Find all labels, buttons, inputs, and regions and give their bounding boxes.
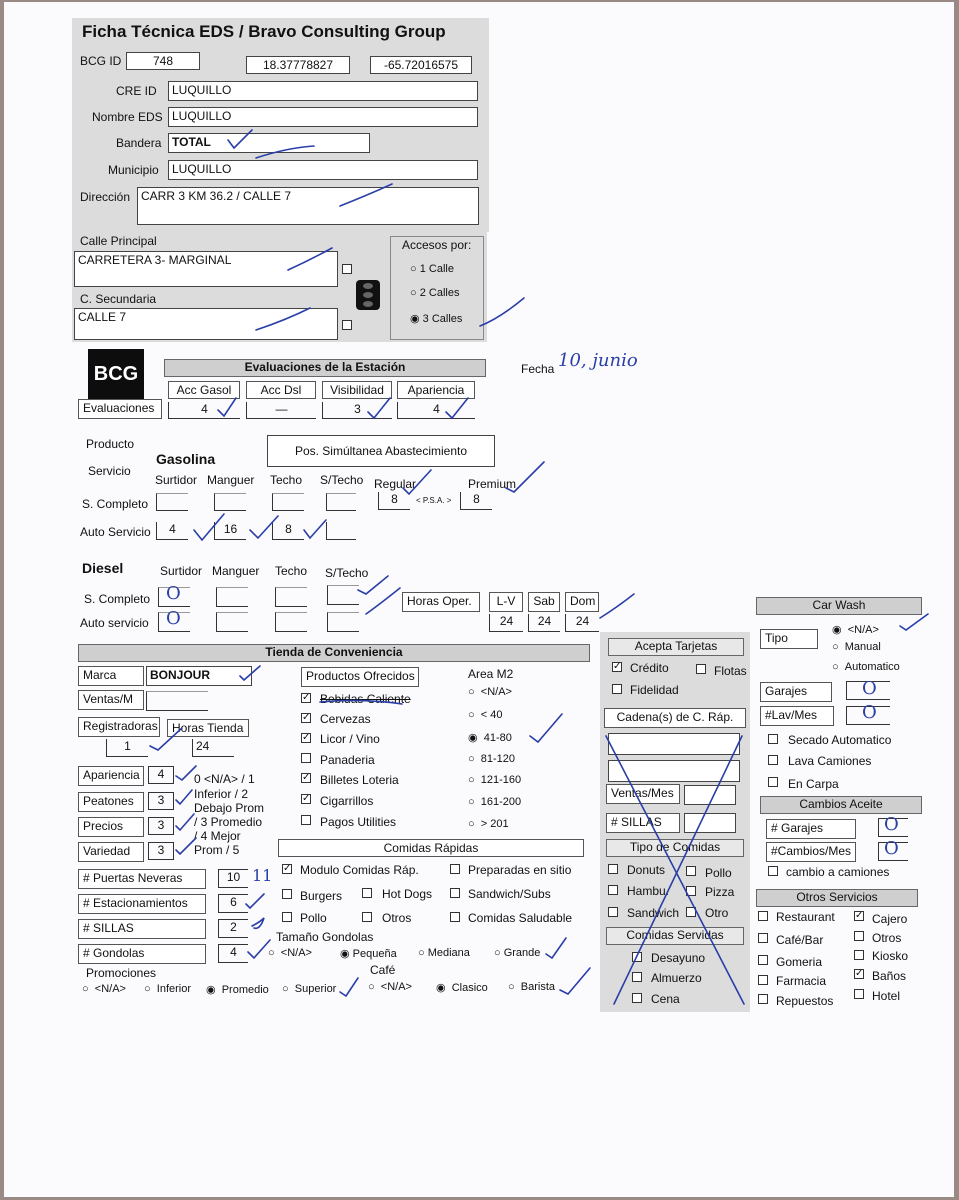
otros-header: Otros Servicios [756,889,918,907]
area-121-160-radio[interactable]: ○ 121-160 [468,774,522,786]
bandera-field[interactable]: TOTAL [168,133,370,153]
gas-col-surtidor: Surtidor [155,473,198,487]
horas-dom-value[interactable]: 24 [565,614,599,632]
carwash-na-radio[interactable]: ◉ <N/A> [832,624,879,636]
en-carpa-label: En Carpa [788,777,839,791]
tarjeta-fidelidad: Fidelidad [630,683,679,697]
legend-line-1: 0 <N/A> / 1 [194,772,255,786]
form-title: Ficha Técnica EDS / Bravo Consulting Group [82,22,446,41]
precios-value[interactable]: 3 [148,817,174,835]
legend-line-6: Prom / 5 [194,843,240,857]
precios-label: Precios [78,817,144,837]
otros-hotel: Hotel [872,989,901,1003]
registradoras-value[interactable]: 1 [106,739,148,757]
tarjetas-header: Acepta Tarjetas [608,638,744,656]
diesel-title: Diesel [82,560,124,576]
acceso-3-radio[interactable]: ◉ 3 Calles [410,313,463,325]
legend-line-5: / 4 Mejor [194,829,241,843]
tamano-na-radio[interactable]: ○ <N/A> [268,947,312,959]
sillas-label: # SILLAS [78,919,206,939]
aceite-cambios-label: #Cambios/Mes [766,842,856,862]
horas-lv-value[interactable]: 24 [489,614,523,632]
producto-bebidas-check[interactable]: ✓ [302,692,311,703]
peatones-value[interactable]: 3 [148,792,174,810]
puertas-neveras-value[interactable]: 10 [218,869,248,888]
municipio-field[interactable]: LUQUILLO [168,160,478,180]
otros-cajero-check[interactable]: ✓ [855,910,864,921]
aceite-garajes-hand: O [884,814,899,835]
comida-burgers: Burgers [300,889,343,903]
comidas-rapidas-label: Comidas Rápidas [278,839,584,857]
registradoras-label: Registradoras [78,717,160,737]
tipo-sandwich: Sandwich [627,906,680,920]
tarjeta-credito-check[interactable]: ✓ [613,661,622,672]
eval-col-visibilidad: Visibilidad [322,381,392,399]
comida-sandwich: Sandwich/Subs [468,887,551,901]
horas-oper-label: Horas Oper. [402,592,480,612]
cre-id-label: CRE ID [116,84,157,98]
cafe-clasico-radio[interactable]: ◉ Clasico [436,982,488,994]
eval-col-acc-dsl: Acc Dsl [246,381,316,399]
cadena-sillas-label: # SILLAS [606,813,680,833]
cadena-label: Cadena(s) de C. Ráp. [604,708,746,728]
legend-line-4: / 3 Promedio [194,815,263,829]
carwash-automatico-radio[interactable]: ○ Automatico [832,661,900,673]
auto-servicio-label: Auto Servicio [80,525,151,539]
otros-otros: Otros [872,931,902,945]
producto-pagos: Pagos Utilities [320,815,397,829]
producto-licor: Licor / Vino [320,732,380,746]
horas-col-lv: L-V [489,592,523,612]
promo-na-radio[interactable]: ○ <N/A> [82,983,126,995]
variedad-value[interactable]: 3 [148,842,174,860]
bandera-label: Bandera [116,136,162,150]
servida-almuerzo: Almuerzo [651,971,702,985]
fecha-label: Fecha [521,362,555,376]
dsl-col-techo: Techo [275,564,308,578]
tarjeta-flotas: Flotas [714,664,747,678]
latitude-field[interactable]: 18.37778827 [246,56,350,74]
area-m2-label: Area M2 [468,667,514,681]
tipo-pollo: Pollo [705,866,732,880]
servicio-label: Servicio [88,464,131,478]
cafe-na-radio[interactable]: ○ <N/A> [368,981,412,993]
tamano-grande-radio[interactable]: ○ Grande [494,947,541,959]
producto-cigarrillos: Cigarrillos [320,794,374,808]
dsl-s-completo-label: S. Completo [84,592,151,606]
secado-label: Secado Automatico [788,733,892,747]
producto-licor-check[interactable]: ✓ [302,732,311,743]
aceite-header: Cambios Aceite [760,796,922,814]
servida-desayuno: Desayuno [651,951,706,965]
dsl-auto-surtidor-hand: O [166,608,181,629]
carwash-garajes-hand: O [862,678,877,699]
eval-acc-gasol-value[interactable]: 4 [168,402,240,419]
eval-col-acc-gasol: Acc Gasol [168,381,240,399]
otros-kiosko: Kiosko [872,949,909,963]
calle-principal-field[interactable]: CARRETERA 3- MARGINAL [74,251,338,287]
producto-panaderia: Panaderia [320,753,375,767]
dsl-col-s-techo: S/Techo [325,566,369,580]
producto-cervezas-check[interactable]: ✓ [302,712,311,723]
promociones-label: Promociones [86,966,157,980]
dsl-auto-servicio-label: Auto servicio [80,616,149,630]
carwash-garajes-label: Garajes [760,682,832,702]
bcg-id-label: BCG ID [80,54,122,68]
area-na-radio[interactable]: ○ <N/A> [468,686,512,698]
cambio-camiones-label: cambio a camiones [786,865,890,879]
marca-field[interactable]: BONJOUR [146,666,252,686]
comida-hotdogs: Hot Dogs [382,887,433,901]
accesos-label: Accesos por: [402,238,472,252]
cre-id-field[interactable]: LUQUILLO [168,81,478,101]
pos-simultanea-field: Pos. Simúltanea Abastecimiento [267,435,495,467]
otros-banos: Baños [872,969,907,983]
evaluaciones-label: Evaluaciones [78,399,162,419]
psa-label: < P.S.A. > [416,496,452,505]
comida-modulo-check[interactable]: ✓ [283,863,292,874]
estacionamientos-label: # Estacionamientos [78,894,206,914]
lava-camiones-label: Lava Camiones [788,754,872,768]
comida-pollo: Pollo [300,911,327,925]
producto-bebidas: Bebidas Caliente [320,692,411,706]
comida-saludable: Comidas Saludable [468,911,573,925]
direccion-label: Dirección [80,190,131,204]
otros-repuestos: Repuestos [776,994,834,1008]
tipo-comidas-header: Tipo de Comidas [606,839,744,857]
gondolas-label: # Gondolas [78,944,206,964]
premium-value[interactable]: 8 [460,492,492,510]
gas-auto-manguer[interactable]: 16 [214,522,246,540]
nombre-field[interactable]: LUQUILLO [168,107,478,127]
apariencia-value[interactable]: 4 [148,766,174,784]
gasolina-title: Gasolina [156,451,216,467]
estacionamientos-value[interactable]: 6 [218,894,248,913]
gondolas-value[interactable]: 4 [218,944,248,963]
eval-col-apariencia: Apariencia [397,381,475,399]
acceso-1-radio[interactable]: ○ 1 Calle [410,263,454,275]
otros-banos-check[interactable]: ✓ [855,968,864,979]
variedad-label: Variedad [78,842,144,862]
eval-apariencia-value[interactable]: 4 [397,402,475,419]
cadena-ventas-label: Ventas/Mes [606,784,680,804]
aceite-cambios-hand: O [884,838,899,859]
carwash-manual-radio[interactable]: ○ Manual [832,641,881,653]
productos-label: Productos Ofrecidos [301,667,419,687]
direccion-field[interactable]: CARR 3 KM 36.2 / CALLE 7 [137,187,479,225]
regular-label: Regular [374,477,417,491]
area-201-radio[interactable]: ○ > 201 [468,818,509,830]
area-40-radio[interactable]: ○ < 40 [468,709,503,721]
carwash-lav-label: #Lav/Mes [760,706,834,726]
tamano-gondolas-label: Tamaño Gondolas [276,930,374,944]
otros-farmacia: Farmacia [776,974,827,988]
servida-cena: Cena [651,992,680,1006]
tienda-header: Tienda de Conveniencia [78,644,590,662]
horas-col-dom: Dom [565,592,599,612]
dsl-col-surtidor: Surtidor [160,564,203,578]
premium-label: Premium [468,477,517,491]
gas-col-techo: Techo [270,473,303,487]
bcg-logo: BCG [88,349,144,399]
carwash-header: Car Wash [756,597,922,615]
longitude-field[interactable]: -65.72016575 [370,56,472,74]
producto-billetes: Billetes Loteria [320,773,399,787]
gas-col-s-techo: S/Techo [320,473,364,487]
cafe-barista-radio[interactable]: ○ Barista [508,981,556,993]
producto-cervezas: Cervezas [320,712,371,726]
peatones-label: Peatones [78,792,144,812]
tipo-hambu: Hambu. [627,884,670,898]
tamano-mediana-radio[interactable]: ○ Mediana [418,947,470,959]
tipo-donuts: Donuts [627,863,666,877]
comida-preparadas: Preparadas en sitio [468,863,572,877]
calle-secundaria-field[interactable]: CALLE 7 [74,308,338,340]
otros-cafe: Café/Bar [776,933,824,947]
puertas-neveras-hand: 11 [252,866,273,885]
otros-cajero: Cajero [872,912,908,926]
calle-secundaria-label: C. Secundaria [80,292,157,306]
s-completo-label: S. Completo [82,497,149,511]
apariencia-label: Apariencia [78,766,144,786]
regular-value[interactable]: 8 [378,492,410,510]
area-161-200-radio[interactable]: ○ 161-200 [468,796,522,808]
aceite-garajes-label: # Garajes [766,819,856,839]
carwash-tipo-label: Tipo [760,629,818,649]
gas-col-manguer: Manguer [207,473,255,487]
promo-superior-radio[interactable]: ○ Superior [282,983,337,995]
promo-promedio-radio[interactable]: ◉ Promedio [206,984,269,996]
horas-col-sab: Sab [528,592,560,612]
comida-modulo: Modulo Comidas Ráp. [300,863,419,877]
horas-tienda-value[interactable]: 24 [192,739,234,757]
cafe-label: Café [370,963,396,977]
otros-restaurant: Restaurant [776,910,835,924]
gas-auto-surtidor[interactable]: 4 [156,522,188,540]
municipio-label: Municipio [108,163,159,177]
sillas-value[interactable]: 2 [218,919,248,938]
calle-principal-label: Calle Principal [80,234,157,248]
tarjeta-credito: Crédito [630,661,669,675]
evaluaciones-header: Evaluaciones de la Estación [164,359,486,377]
horas-tienda-label: Horas Tienda [167,719,249,737]
dsl-completo-surtidor-hand: O [166,583,181,604]
producto-cigarrillos-check[interactable]: ✓ [302,793,311,804]
producto-billetes-check[interactable]: ✓ [302,772,311,783]
tamano-pequena-radio[interactable]: ◉ Pequeña [340,948,397,960]
gas-auto-techo[interactable]: 8 [272,522,304,540]
eval-acc-dsl-value[interactable]: — [246,402,316,419]
otros-gomeria: Gomeria [776,955,823,969]
legend-line-3: Debajo Prom [194,801,265,815]
area-41-80-radio[interactable]: ◉ 41-80 [468,732,512,744]
producto-label: Producto [86,437,135,451]
horas-sab-value[interactable]: 24 [528,614,560,632]
bcg-id-field[interactable]: 748 [126,52,200,70]
ventas-m-label: Ventas/M [78,690,144,710]
legend-line-2: Inferior / 2 [194,787,249,801]
fecha-handwritten: 10, junio [558,350,638,371]
acceso-2-radio[interactable]: ○ 2 Calles [410,287,460,299]
comidas-servidas-header: Comidas Servidas [606,927,744,945]
tipo-pizza: Pizza [705,885,735,899]
area-81-120-radio[interactable]: ○ 81-120 [468,753,516,765]
tipo-otro: Otro [705,906,729,920]
comida-otros: Otros [382,911,412,925]
dsl-col-manguer: Manguer [212,564,260,578]
nombre-label: Nombre EDS [92,110,163,124]
marca-label: Marca [78,666,144,686]
promo-inferior-radio[interactable]: ○ Inferior [144,983,192,995]
puertas-neveras-label: # Puertas Neveras [78,869,206,889]
carwash-lav-hand: O [862,702,877,723]
eval-visibilidad-value[interactable]: 3 [322,402,392,419]
